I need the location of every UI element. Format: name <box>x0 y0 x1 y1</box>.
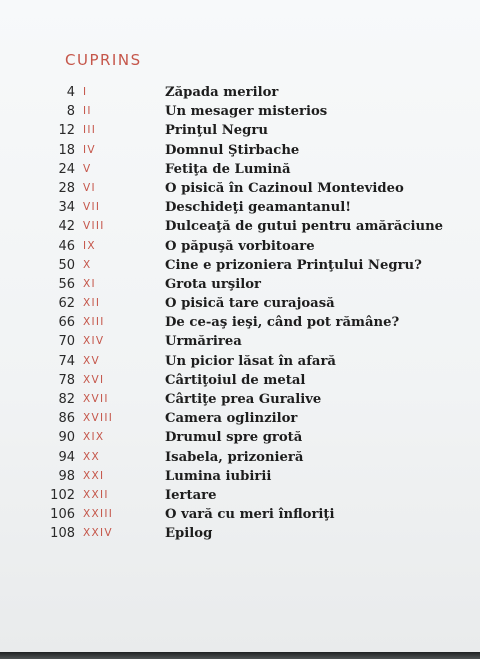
chapter-title: Iertare <box>165 487 217 503</box>
page-number: 42 <box>58 219 75 235</box>
chapter-title: Camera oglinzilor <box>165 411 298 427</box>
page-number: 4 <box>66 85 75 100</box>
toc-entry <box>0 505 480 524</box>
chapter-numeral: II <box>83 105 92 118</box>
page-number: 34 <box>58 200 75 216</box>
page-number: 78 <box>58 372 75 388</box>
page-number: 18 <box>58 142 75 158</box>
chapter-numeral: IV <box>83 143 96 156</box>
chapter-title: Domnul Ştirbache <box>165 142 300 158</box>
page-number: 56 <box>58 276 75 292</box>
toc-entry <box>0 179 480 198</box>
chapter-title: Zăpada merilor <box>165 85 279 100</box>
chapter-numeral: III <box>83 124 97 137</box>
toc-entry <box>0 102 480 121</box>
toc-entry <box>0 83 480 102</box>
toc-entry <box>0 160 480 179</box>
toc-entry <box>0 409 480 428</box>
chapter-title: Urmărirea <box>165 334 242 350</box>
chapter-numeral: XVI <box>83 373 105 386</box>
chapter-title: Grota urşilor <box>165 276 261 292</box>
toc-entry <box>0 448 480 467</box>
chapter-numeral: I <box>83 86 88 98</box>
page-number: 82 <box>58 392 75 407</box>
chapter-numeral: X <box>83 258 92 271</box>
chapter-numeral: XVIII <box>83 412 114 425</box>
toc-entry <box>0 141 480 160</box>
chapter-numeral: XXII <box>83 488 109 501</box>
page-number: 86 <box>58 411 75 427</box>
chapter-numeral: V <box>83 162 92 175</box>
toc-entry <box>0 371 480 390</box>
toc-entry <box>0 352 480 371</box>
chapter-numeral: XV <box>83 354 100 367</box>
toc-entry <box>0 198 480 217</box>
chapter-title: O vară cu meri înfloriţi <box>165 507 335 523</box>
chapter-title: Isabela, prizonieră <box>165 449 304 465</box>
toc-entry <box>0 524 480 543</box>
page-number: 94 <box>58 449 75 465</box>
page-number: 50 <box>58 257 75 273</box>
chapter-title: Deschideţi geamantanul! <box>165 200 352 216</box>
chapter-numeral: VIII <box>83 220 105 233</box>
toc-entry <box>0 121 480 140</box>
table-of-contents <box>0 83 480 544</box>
toc-entry <box>0 237 480 256</box>
page-number: 90 <box>58 430 75 446</box>
page-number: 70 <box>58 334 75 350</box>
page-number: 102 <box>50 487 75 503</box>
toc-entry <box>0 256 480 275</box>
page-number: 66 <box>58 315 75 331</box>
chapter-title: Fetiţa de Lumină <box>165 161 291 177</box>
chapter-title: Dulceaţă de gutui pentru amărăciune <box>165 219 444 235</box>
toc-entry <box>0 313 480 332</box>
chapter-title: O păpuşă vorbitoare <box>165 238 315 254</box>
chapter-numeral: XXIII <box>83 508 114 521</box>
toc-entry <box>0 332 480 351</box>
toc-entry <box>0 294 480 313</box>
page-number: 28 <box>58 180 75 196</box>
chapter-numeral: XVII <box>83 393 109 405</box>
page-number: 106 <box>50 507 75 523</box>
chapter-title: O pisică în Cazinoul Montevideo <box>165 180 404 196</box>
chapter-title: Un picior lăsat în afară <box>165 353 336 369</box>
chapter-numeral: XIII <box>83 316 105 329</box>
chapter-title: Lumina iubirii <box>165 468 272 484</box>
chapter-numeral: IX <box>83 239 96 252</box>
chapter-title: Cârtiţe prea Guralive <box>165 392 322 407</box>
chapter-title: Drumul spre grotă <box>165 430 303 446</box>
chapter-numeral: XIX <box>83 431 105 444</box>
chapter-title: Prinţul Negru <box>165 123 268 139</box>
page-number: 8 <box>66 104 75 120</box>
contents-heading: CUPRINS <box>65 51 142 69</box>
chapter-numeral: XI <box>83 277 96 290</box>
page-number: 98 <box>58 468 75 484</box>
chapter-title: Un mesager misterios <box>165 104 328 120</box>
page-number: 46 <box>58 238 75 254</box>
page-number: 12 <box>58 123 75 139</box>
toc-entry <box>0 486 480 505</box>
chapter-title: O pisică tare curajoasă <box>165 296 335 312</box>
toc-entry <box>0 217 480 236</box>
page-number: 74 <box>58 353 75 369</box>
page-number: 24 <box>58 161 75 177</box>
chapter-title: Cine e prizoniera Prinţului Negru? <box>165 257 422 273</box>
toc-entry <box>0 390 480 409</box>
chapter-numeral: VII <box>83 201 101 214</box>
chapter-numeral: XXI <box>83 469 105 482</box>
page-number: 62 <box>58 296 75 312</box>
chapter-numeral: XII <box>83 297 101 310</box>
chapter-numeral: VI <box>83 181 96 194</box>
chapter-numeral: XIV <box>83 335 105 348</box>
chapter-title: Cârtiţoiul de metal <box>165 372 306 388</box>
page-number: 108 <box>50 526 75 542</box>
chapter-title: Epilog <box>165 526 213 542</box>
toc-entry <box>0 467 480 486</box>
page-bottom-edge <box>0 652 480 659</box>
toc-entry <box>0 428 480 447</box>
chapter-title: De ce-aş ieşi, când pot rămâne? <box>165 315 400 331</box>
chapter-numeral: XX <box>83 450 100 463</box>
toc-entry <box>0 275 480 294</box>
chapter-numeral: XXIV <box>83 527 113 540</box>
